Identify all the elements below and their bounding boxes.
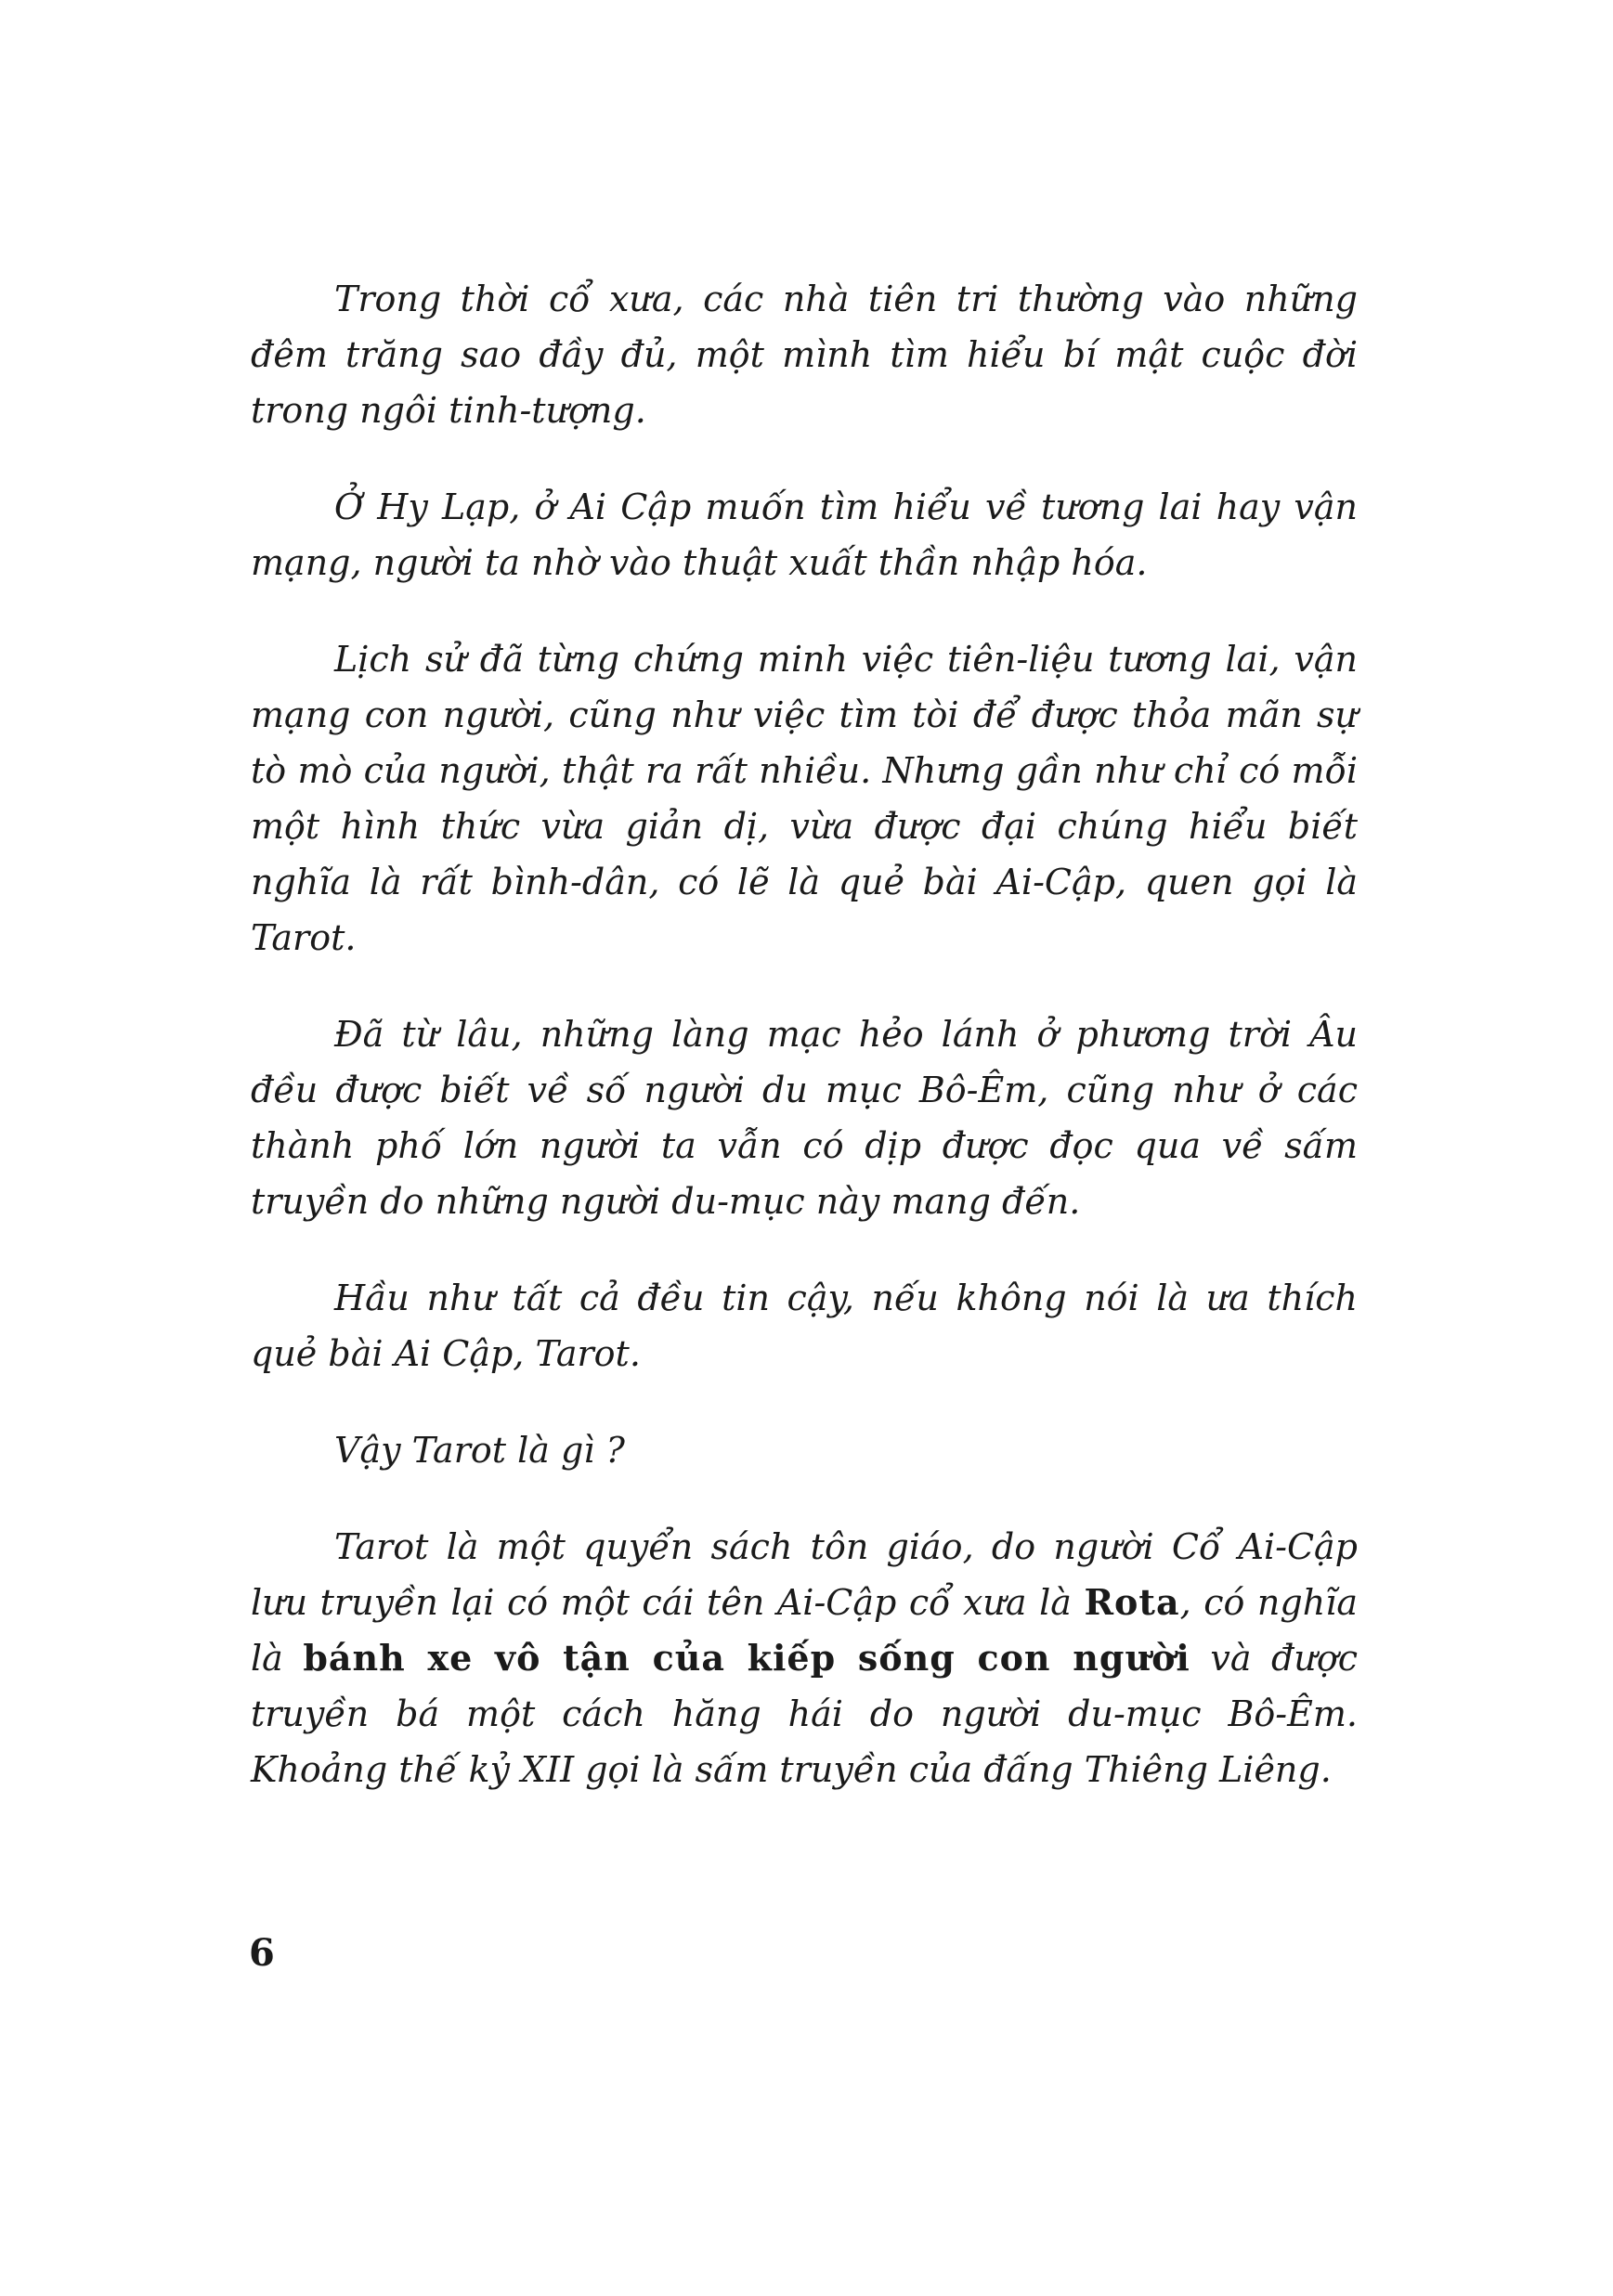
rota-term: Rota — [1084, 1581, 1180, 1623]
tarot-text-part1: Tarot là một quyển sách tôn giáo, do người Cổ Ai-Cập lưu truyền lại có một cái tên Ai-Cập cổ xưa là — [251, 1526, 1358, 1623]
tarot-text-part2: , có nghĩa là — [251, 1582, 1359, 1679]
tarot-text-part3: và được truyền bá một cách hăng hái do người du-mục Bô-Êm. Khoảng thế kỷ XII gọi là sấm truyền của đấng Thiêng Liêng. — [251, 1638, 1359, 1790]
paragraph-greece-egypt: Ở Hy Lạp, ở Ai Cập muốn tìm hiểu về tương lai hay vận mạng, người ta nhờ vào thuật xuất thần nhập hóa. — [251, 486, 1358, 583]
paragraph-trust: Hầu như tất cả đều tin cậy, nếu không nói là ưa thích quẻ bài Ai Cập, Tarot. — [251, 1278, 1358, 1374]
paragraph-bohemians: Đã từ lâu, những làng mạc hẻo lánh ở phương trời Âu đều được biết về số người du mục Bô-Êm, cũng như ở các thành phố lớn người ta vẫn có dịp được đọc qua về sấm truyền do những người du-mục này mang đến. — [251, 1014, 1358, 1222]
paragraph-tarot-definition — [251, 1519, 1358, 1797]
body-text — [251, 271, 1358, 1838]
paragraph-question: Vậy Tarot là gì ? — [334, 1430, 625, 1471]
paragraph-ancient-prophets: Trong thời cổ xưa, các nhà tiên tri thường vào những đêm trăng sao đầy đủ, một mình tìm hiểu bí mật cuộc đời trong ngôi tinh-tượng. — [251, 279, 1358, 431]
wheel-of-life-term: bánh xe vô tận của kiếp sống con người — [303, 1637, 1190, 1679]
page-number: 6 — [249, 1931, 275, 1975]
paragraph-history: Lịch sử đã từng chứng minh việc tiên-liệu tương lai, vận mạng con người, cũng như việc tìm tòi để được thỏa mãn sự tò mò của người, thật ra rất nhiều. Nhưng gần như chỉ có mỗi một hình thức vừa giản dị, vừa được đại chúng hiểu biết nghĩa là rất bình-dân, có lẽ là quẻ bài Ai-Cập, quen gọi là Tarot. — [251, 639, 1358, 958]
